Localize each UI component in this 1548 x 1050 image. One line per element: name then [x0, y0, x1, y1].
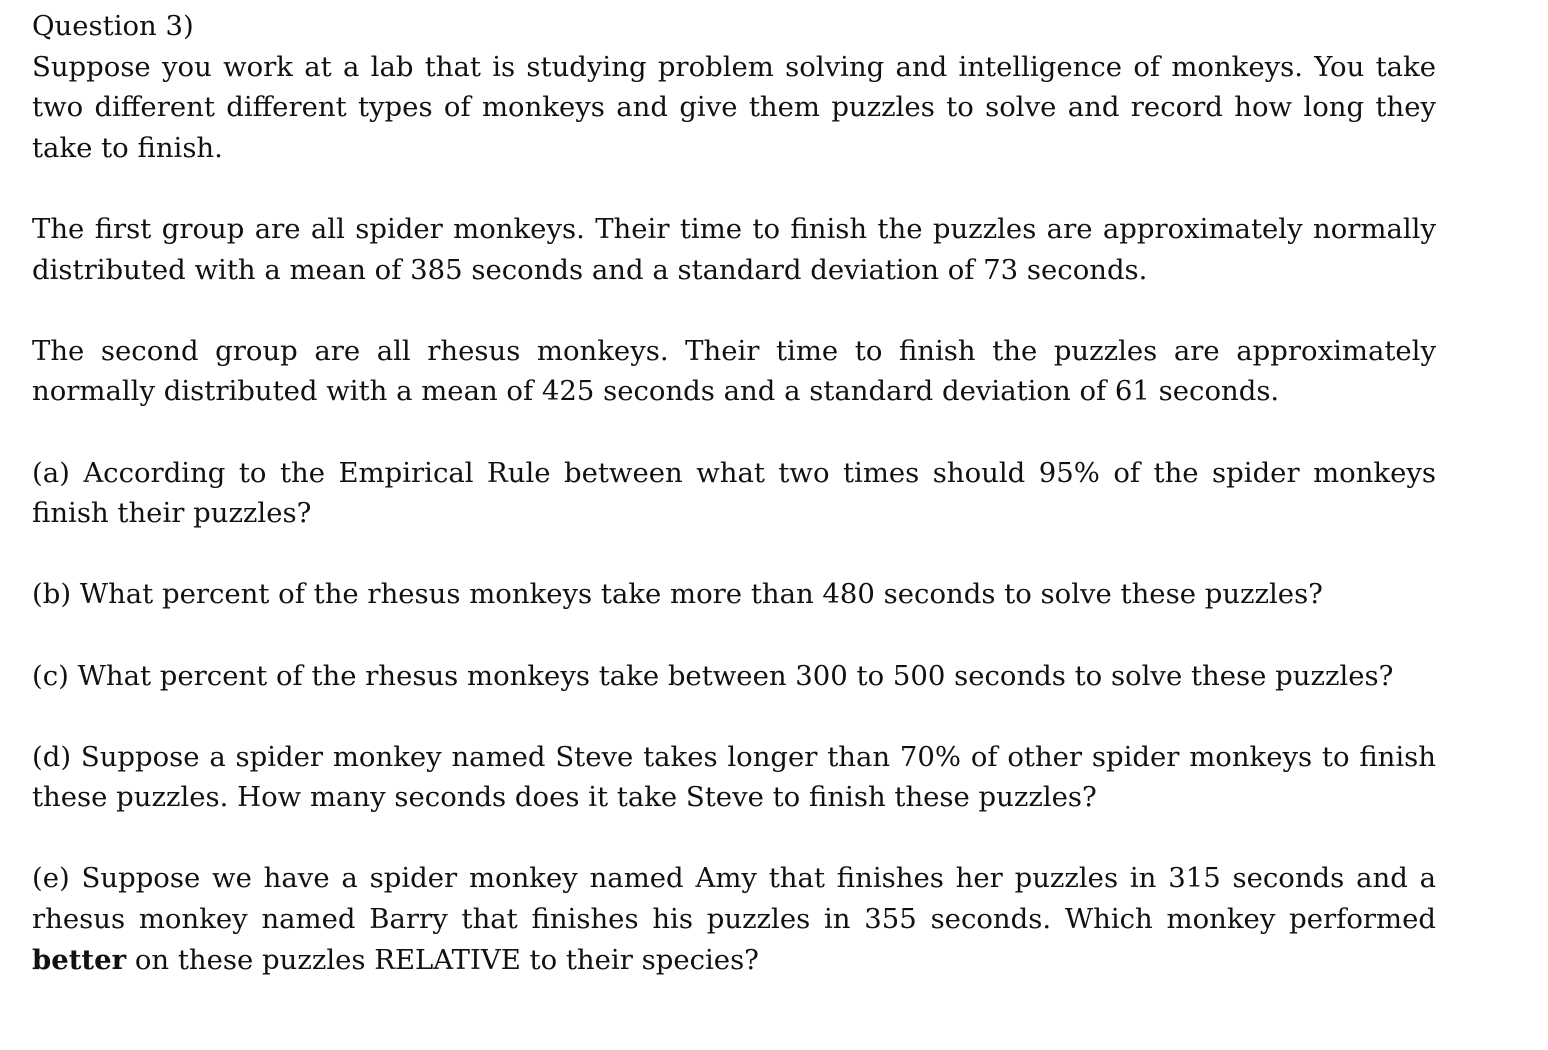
part-e-start: (e) Suppose we have a spider monkey named Amy that finishes her puzzles in 315 seconds and a rhesus monkey named Barry that finishes his puzzles in 355 seconds. Which monkey performed	[32, 862, 1436, 936]
part-a: (a) According to the Empirical Rule between what two times should 95% of the spider monkeys finish their puzzles?	[32, 456, 1436, 530]
part-e	[32, 858, 1436, 980]
part-e-end: on these puzzles RELATIVE to their species?	[126, 943, 759, 976]
part-d: (d) Suppose a spider monkey named Steve takes longer than 70% of other spider monkeys to finish these puzzles. How many seconds does it take Steve to finish these puzzles?	[32, 740, 1436, 814]
part-e-bold: better	[32, 943, 127, 976]
document	[32, 6, 1436, 980]
question-title: Question 3)	[32, 10, 194, 42]
group2-paragraph: The second group are all rhesus monkeys. Their time to finish the puzzles are approximately normally distributed with a mean of 425 seconds and a standard deviation of 61 seconds.	[32, 334, 1436, 408]
part-b: (b) What percent of the rhesus monkeys take more than 480 seconds to solve these puzzles?	[32, 578, 1323, 611]
part-c: (c) What percent of the rhesus monkeys take between 300 to 500 seconds to solve these puzzles?	[32, 659, 1394, 692]
intro-paragraph: Suppose you work at a lab that is studying problem solving and intelligence of monkeys. You take two different different types of monkeys and give them puzzles to solve and record how long they take to finish.	[32, 50, 1436, 164]
group1-paragraph: The first group are all spider monkeys. Their time to finish the puzzles are approximately normally distributed with a mean of 385 seconds and a standard deviation of 73 seconds.	[32, 212, 1436, 286]
